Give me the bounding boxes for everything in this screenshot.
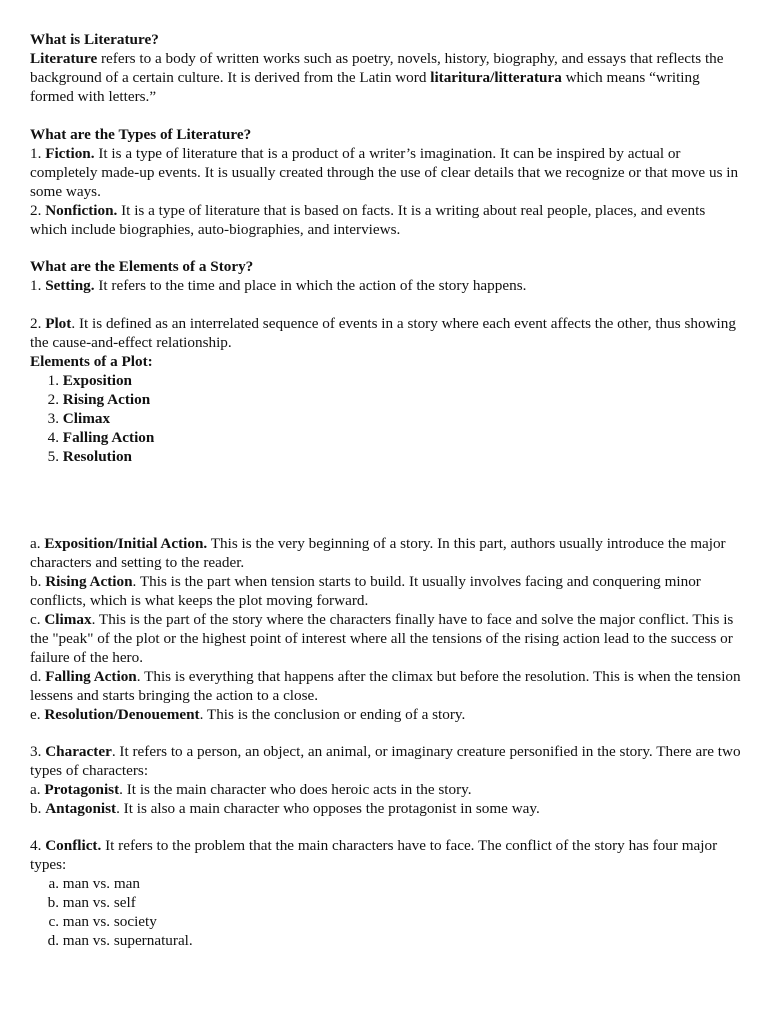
section-literature [30, 30, 746, 106]
list-item: 4. Falling Action [47, 429, 155, 446]
heading-elements-of-plot: Elements of a Plot: [30, 353, 153, 370]
conflict-types-list [30, 874, 746, 950]
heading-what-is-literature: What is Literature? [30, 31, 159, 48]
list-item: 2. Rising Action [47, 391, 151, 408]
section-elements [30, 257, 746, 295]
heading-types-of-literature: What are the Types of Literature? [30, 126, 252, 143]
list-item: 5. Resolution [47, 448, 132, 465]
heading-elements-of-story: What are the Elements of a Story? [30, 258, 254, 275]
plot-elements-list [30, 371, 746, 466]
term-literature: Literature [30, 50, 98, 67]
plot-detail-rising-action: b. Rising Action. This is the part when tension starts to build. It usually involves facing and conquering minor conflicts, which is what keeps the plot moving forward. [30, 573, 701, 609]
element-plot: 2. Plot. It is defined as an interrelated sequence of events in a story where each event affects the other, thus showing the cause-and-effect relationship. [30, 315, 736, 351]
plot-detail-climax: c. Climax. This is the part of the story where the characters finally have to face and solve the major conflict. This is the "peak" of the plot or the highest point of interest where all the tensions of the rising action lead to the success or failure of the hero. [30, 611, 734, 666]
element-conflict: 4. Conflict. It refers to the problem that the main characters have to face. The conflict of the story has four major types: [30, 837, 718, 873]
element-setting: 1. Setting. It refers to the time and place in which the action of the story happens. [30, 277, 527, 294]
section-types [30, 125, 746, 239]
plot-detail-falling-action: d. Falling Action. This is everything that happens after the climax but before the resolution. This is when the tension lessens and starts bringing the action to a close. [30, 668, 741, 704]
section-character [30, 742, 746, 818]
list-item: c. man vs. society [48, 913, 157, 930]
list-item: 3. Climax [47, 410, 111, 427]
plot-detail-exposition: a. Exposition/Initial Action. This is the very beginning of a story. In this part, authors usually introduce the major characters and setting to the reader. [30, 535, 726, 571]
term-latin-word: litaritura/litteratura [430, 69, 562, 86]
section-plot-details [30, 534, 746, 724]
literature-definition: Literature refers to a body of written works such as poetry, novels, history, biography, and essays that reflects the background of a certain culture. It is derived from the Latin word litaritura/litteratura which means “writing formed with letters.” [30, 50, 724, 105]
type-nonfiction: 2. Nonfiction. It is a type of literature that is based on facts. It is a writing about real people, places, and events which include biographies, auto-biographies, and interviews. [30, 202, 706, 238]
character-antagonist: b. Antagonist. It is also a main character who opposes the protagonist in some way. [30, 800, 540, 817]
list-item: b. man vs. self [47, 894, 136, 911]
list-item: 1. Exposition [47, 372, 133, 389]
section-conflict [30, 836, 746, 950]
element-character: 3. Character. It refers to a person, an object, an animal, or imaginary creature personified in the story. There are two types of characters: [30, 743, 741, 779]
plot-detail-resolution: e. Resolution/Denouement. This is the conclusion or ending of a story. [30, 706, 466, 723]
section-plot [30, 314, 746, 466]
character-protagonist: a. Protagonist. It is the main character who does heroic acts in the story. [30, 781, 472, 798]
list-item: d. man vs. supernatural. [47, 932, 193, 949]
type-fiction: 1. Fiction. It is a type of literature that is a product of a writer’s imagination. It can be inspired by actual or completely made-up events. It is usually created through the use of clear details that we recognize or that move us in some ways. [30, 145, 739, 200]
list-item: a. man vs. man [48, 875, 140, 892]
